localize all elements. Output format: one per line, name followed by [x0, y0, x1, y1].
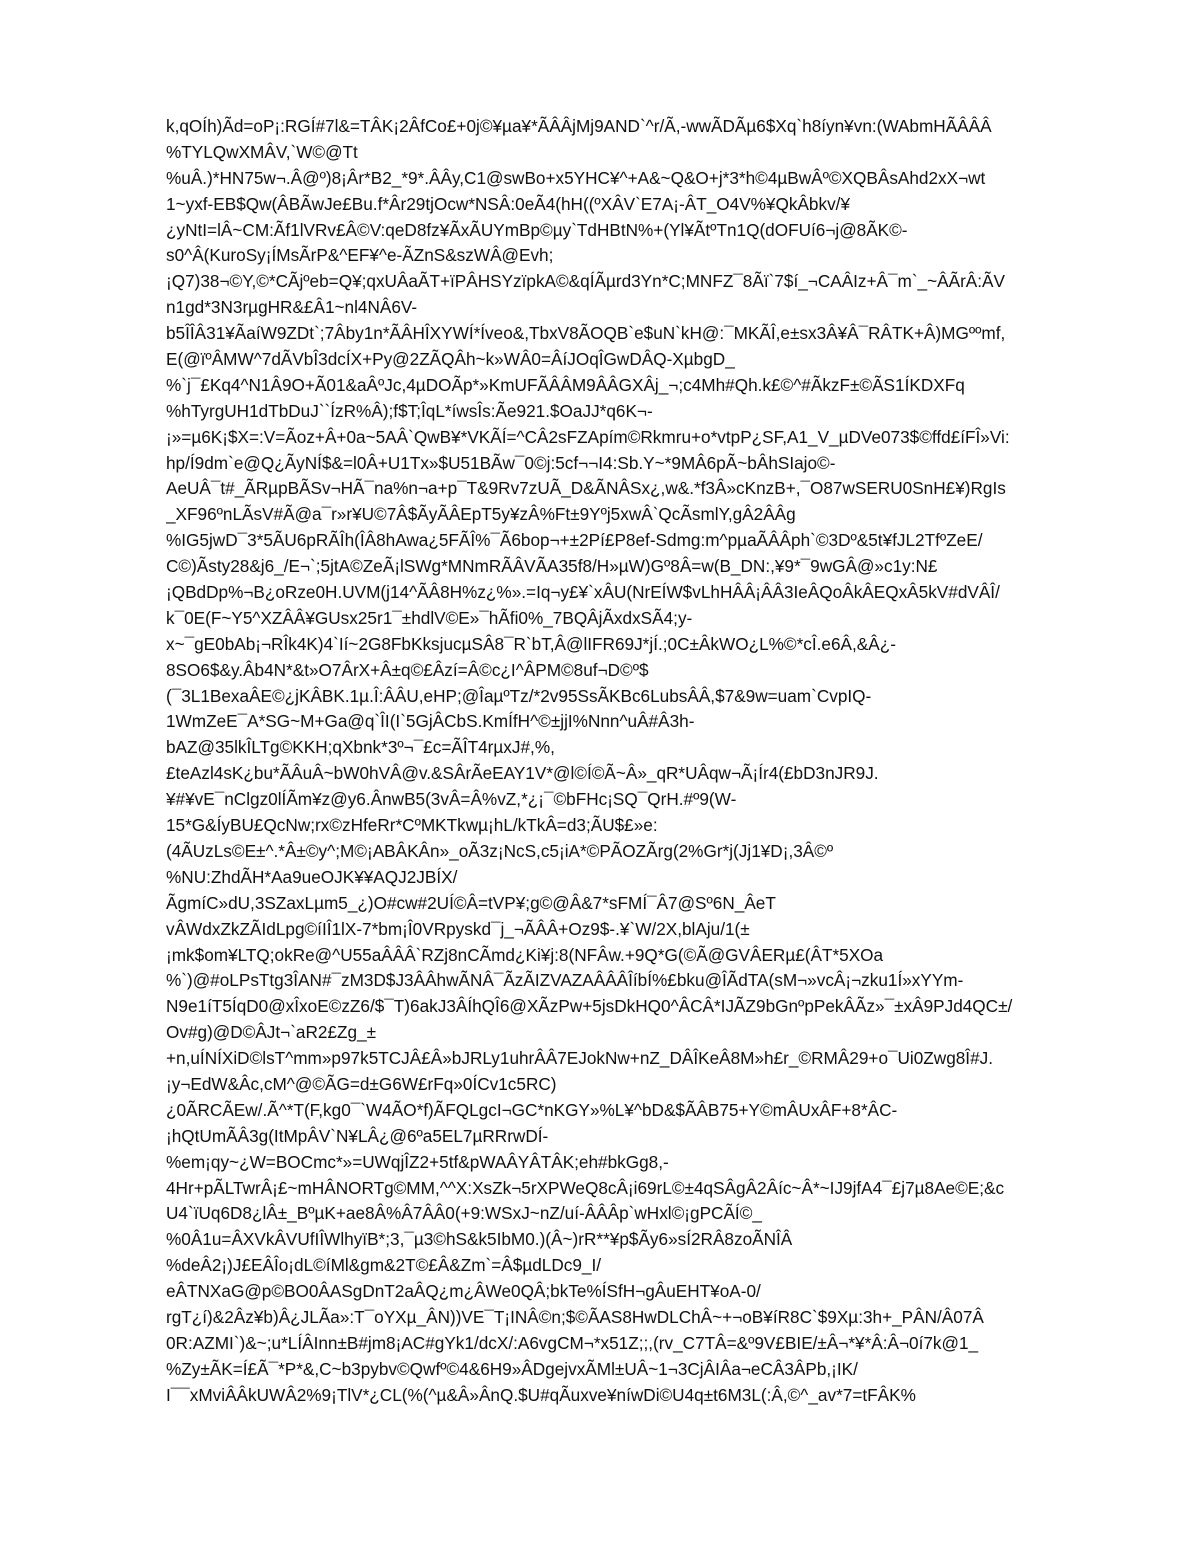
text-line: +n,uÍNÍXiD©lsT^mm»p97k5TCJÂ£Â»bJRLy1uhrÂÂ7EJokNw+nZ_DÂÎKeÂ8M»h£r_©RMÂ29+o¯Ui0Zwg8Î#J. [166, 1048, 994, 1069]
text-line: %`j¯£Kq4^N1Â9O+Ã01&aÂºJc,4µDOÃp*»KmUFÃÂÂM9ÂÂGXÂj_¬;c4Mh#Qh.k£©^#ÃkzF±©ÃS1ÍKDXFq [166, 374, 965, 395]
text-line: Ov#g)@D©ÂJt¬`aR2£Zg_± [166, 1022, 377, 1043]
text-line: n1gd*3N3rµgHR&£Â1~nl4NÂ6V- [166, 297, 418, 318]
text-line: (¯3L1BexaÂE©¿jKÂBK.1µ.Î:ÂÂU,eHP;@ÎaµºTz/*2v95SsÃKBc6LubsÂÂ,$7&9w=uam`CvpIQ- [166, 685, 872, 706]
text-line: %`)@#oLPsTtg3ÎAN#¯zM3D$J3ÂÂhwÃNÂ¯ÃzÃIZVAZAÂÂÂÎíbÍ%£bku@ÎÃdTA(sM¬»vcÂ¡¬zku1Í»xYYm- [166, 970, 964, 991]
text-line: ¿yNtI=lÂ~CM:Ãf1lVRv£Â©V:qeD8fz¥ÃxÃUYmBp©µy`TdHBtN%+(Yl¥ÃtºTn1Q(dOFUí6¬j@8ÃK©- [166, 219, 908, 240]
text-line: %NU:ZhdÃH*Aa9ueOJK¥¥AQJ2JBÍX/ [166, 866, 458, 887]
text-line: _XF96ºnLÃsV#Ã@a¯r»r¥U©7Â$ÃyÃÂEpT5y¥zÂ%Ft±9Yºj5xwÂ`QcÃsmlY,gÂ2ÂÂg [166, 504, 796, 525]
text-line: vÂWdxZkZÃIdLpg©íIÎ1lX-7*bm¡Î0VRpyskd¯j_¬ÃÂÂ+Oz9$-.¥`W/2X,blAju/1(± [166, 918, 750, 939]
text-line: b5ÎÎÂ31¥ÃaíW9ZDt`;7Âby1n*ÃÂHÎXYWÍ*Íveo&,TbxV8ÃOQB`e$uN`kH@:¯MKÃÎ,e±sx3Â¥Â¯RÂTK+Â)MGººmf, [166, 323, 1006, 344]
text-line: ¡Q7)38¬©Y,©*CÃjºeb=Q¥;qxUÂaÃT+ïPÂHSYzïpkA©&qÍÃµrd3Yn*C;MNFZ¯8Ãï`7$í_¬CAÂIz+Â¯m`_~ÂÃrÂ:ÃV [166, 271, 1005, 292]
text-line: 1~yxf-EB$Qw(ÂBÃwJe£Bu.f*Âr29tjOcw*NSÂ:0eÃ4(hH((ºXÂV`E7A¡-ÂT_O4V%¥QkÂbkv/¥ [166, 193, 851, 214]
text-line: rgT¿í)&2Âz¥b)Â¿JLÃa»:T¯oYXµ_ÂN))VE¯T¡INÂ©n;$©ÃAS8HwDLChÂ~+¬oB¥íR8C`$9Xµ:3h+_PÂN/Â07Â [166, 1306, 984, 1327]
text-line: ¡y¬EdW&Âc,cM^@©ÃG=d±G6W£rFq»0ÍCv1c5RC) [166, 1073, 557, 1094]
text-line: ¿0ÃRCÃEw/.Ã^*T(F,kg0¯`W4ÃO*f)ÃFQLgcI¬GC*nKGY»%L¥^bD&$ÃÂB75+Y©mÂUxÂF+8*ÂC- [166, 1099, 898, 1120]
document-body-text [166, 114, 1126, 1409]
text-line: I¯¯xMviÂÂkUWÂ2%9¡TlV*¿CL(%(^µ&Â»ÂnQ.$U#qÃuxve¥níwDi©U4q±t6M3L(:Â,©^_av*7=tFÂK% [166, 1384, 916, 1405]
text-line: AeUÂ¯t#_ÃRµpBÃSv¬HÃ¯na%n¬a+p¯T&9Rv7zUÃ_D&ÃNÂSx¿,w&.*f3Â»cKnzB+,¯O87wSERU0SnH£¥)RgIs [166, 478, 1006, 499]
text-line: E(@ïºÂMW^7dÃVbÎ3dcÍX+Py@2ZÃQÂh~k»WÂ0=ÂíJOqÎGwDÂQ-XµbgD_ [166, 349, 735, 370]
text-line: %IG5jwD¯3*5ÃU6pRÃÎh(ÎÂ8hAwa¿5FÃÎ%¯Ã6bop¬+±2Pí£P8ef-Sdmg:m^pµaÃÂÂph`©3Dº&5t¥fJL2TfºZeE/ [166, 530, 983, 551]
text-line: ¡QBdDp%¬B¿oRze0H.UVM(j14^ÃÂ8H%z¿%».=Iq¬y£¥`xÂU(NrEÍW$vLhHÂÂ¡ÂÂ3IeÂQoÂkÂEQxÂ5kV#dVÂÎ/ [166, 582, 1000, 603]
text-line: %deÂ2¡)J£EÂÎo¡dL©íMl&gm&2T©£Â&Zm`=Â$µdLDc9_I/ [166, 1255, 602, 1276]
text-line: %em¡qy~¿W=BOCmc*»=UWqjÎZ2+5tf&pWAÂYÂTÂK;eh#bkGg8,- [166, 1151, 669, 1172]
text-line: %Zy±ÃK=Í£Ã¯*P*&,C~b3pybv©Qwfº©4&6H9»ÂDgejvxÃMl±UÂ~1¬3CjÂIÂa¬eCÂ3ÂPb,¡IK/ [166, 1358, 858, 1379]
text-line: ¡»=µ6K¡$X=:V=Ãoz+Â+0a~5AÂ`QwB¥*VKÃÍ=^CÂ2sFZApím©Rkmru+o*vtpP¿SF,A1_V_µDVe073$©ffd£íFÎ»Vi: [166, 426, 1010, 447]
text-line: 8SO6$&y.Âb4N*&t»O7ÂrX+Â±q©£Âzí=Â©c¿I^ÂPM©8uf¬D©º$ [166, 659, 649, 680]
text-line: ¥#¥vE¯nClgz0lÍÃm¥z@y6.ÂnwB5(3vÂ=Â%vZ,*¿¡¯©bFHc¡SQ¯QrH.#º9(W- [166, 789, 737, 810]
text-line: %TYLQwXMÂV,`W©@Tt [166, 141, 358, 162]
text-line: 15*G&ÍyBU£QcNw;rx©zHfeRr*CºMKTkwµ¡hL/kTkÂ=d3;ÃU$£»e: [166, 815, 658, 836]
text-line: (4ÃUzLs©E±^.*Â±©y^;M©¡ABÂKÂn»_oÃ3z¡NcS,c5¡iA*©PÃOZÃrg(2%Gr*j(Jj1¥D¡,3Â©º [166, 840, 834, 861]
text-line: 1WmZeE¯A*SG~M+Ga@q`ÎI(I`5GjÂCbS.KmÍfH^©±jjI%Nnn^uÂ#Â3h- [166, 711, 695, 732]
text-line: C©)Ãsty28&j6_/E¬`;5jtA©ZeÃ¡lSWg*MNmRÃÂVÃA35f8/H»µW)Gº8Â=w(B_DN:,¥9*¯9wGÂ@»c1y:N£ [166, 556, 938, 577]
text-line: 0R:AZMI`)&~;u*LÍÂInn±B#jm8¡AC#gYk1/dcX/:A6vgCM¬*x51Z;;,(rv_C7TÂ=&º9V£BIE/±Â¬*¥*Â:Â¬0í7k@1_ [166, 1332, 979, 1353]
text-line: ¡hQtUmÃÂ3g(ItMpÂV`N¥LÂ¿@6ºa5EL7µRRrwDÍ- [166, 1125, 549, 1146]
text-line: £teAzl4sK¿bu*ÃÂuÂ~bW0hVÂ@v.&SÂrÃeEAY1V*@l©Í©Ã~Â»_qR*UÂqw¬Ã¡Ír4(£bD3nJR9J. [166, 763, 879, 784]
text-line: ÃgmíC»dU,3SZaxLµm5_¿)O#cw#2UÍ©Â=tVP¥;g©@Â&7*sFMÍ¯Â7@Sº6N_ÂeT [166, 892, 776, 913]
text-line: bAZ@35lkÎLTg©KKH;qXbnk*3º¬¯£c=ÃÎT4rµxJ#,%, [166, 737, 555, 758]
text-line: N9e1íT5ÍqD0@xÎxoE©zZ6/$¯T)6akJ3ÂÍhQÎ6@XÃzPw+5jsDkHQ0^ÂCÂ*IJÃZ9bGnºpPekÂÃz»¯±xÂ9PJd4QC±/ [166, 996, 1013, 1017]
text-line: k,qOÍh)Ãd=oP¡:RGÍ#7l&=TÂK¡2ÂfCo£+0j©¥µa¥*ÃÂÂjMj9AND`^r/Ã,-wwÃDÃµ6$Xq`h8íyn¥vn:(WAbmHÃÂÂÂ [166, 116, 992, 136]
text-line: ¡mk$om¥LTQ;okRe@^U55aÂÂÂ`RZj8nCÃmd¿Ki¥j:8(NFÂw.+9Q*G(©Ã@GVÂERµ£(ÂT*5XOa [166, 944, 884, 965]
text-line: eÂTNXaG@p©BO0ÂASgDnT2aÂQ¿m¿ÂWe0QÂ;bkTe%ÍSfH¬gÂuEHT¥oA-0/ [166, 1281, 761, 1302]
text-line: hp/Í9dm`e@Q¿ÃyNÍ$&=l0Â+U1Tx»$U51BÃw¯0©j:5cf¬¬I4:Sb.Y~*9MÂ6pÃ~bÂhSIajo©- [166, 452, 836, 473]
text-line: U4`ïUq6D8¿lÂ±_BºµK+ae8Â%Â7ÂÂ0(+9:WSxJ~nZ/uí-ÂÂÂp`wHxl©¡gPCÃÍ©_ [166, 1203, 762, 1224]
text-line: 4Hr+pÃLTwrÂ¡£~mHÂNORTg©MM,^^X:XsZk¬5rXPWeQ8cÂ¡i69rL©±4qSÂgÂ2Âíc~Â*~IJ9jfA4¯£j7µ8Ae©E;&c [166, 1177, 1005, 1198]
text-line: k¯0E(F~Y5^XZÂÂ¥GUsx25r1¯±hdlV©E»¯hÃfi0%_7BQÂjÃxdxSÃ4;y- [166, 607, 693, 628]
text-line: %0Â1u=ÂXVkÂVUfIÎWlhyïB*;3,¯µ3©hS&k5IbM0.)(Â~)rR**¥p$Ãy6»sÍ2RÂ8zoÃNÎÂ [166, 1229, 793, 1250]
text-line: x~¯gE0bAb¡¬RÎk4K)4`Ií~2G8FbKksjucµSÂ8¯R`bT,Â@lIFR69J*jÍ.;0C±ÂkWO¿L%©*cÎ.e6Â,&Â¿- [166, 633, 896, 654]
text-line: %hTyrgUH1dTbDuJ``ÍzR%Â);f$T;ÎqL*íwsÎs:Ãe921.$OaJJ*q6K¬- [166, 400, 653, 421]
text-line: %uÂ.)*HN75w¬.Â@º)8¡Âr*B2_*9*.ÂÂy,C1@swBo+x5YHC¥^+A&~Q&O+j*3*h©4µBwÂº©XQBÂsAhd2xX¬wt [166, 167, 986, 188]
text-line: s0^Â(KuroSy¡ÍMsÃrP&^EF¥^e-ÃZnS&szWÂ@Evh; [166, 245, 554, 266]
